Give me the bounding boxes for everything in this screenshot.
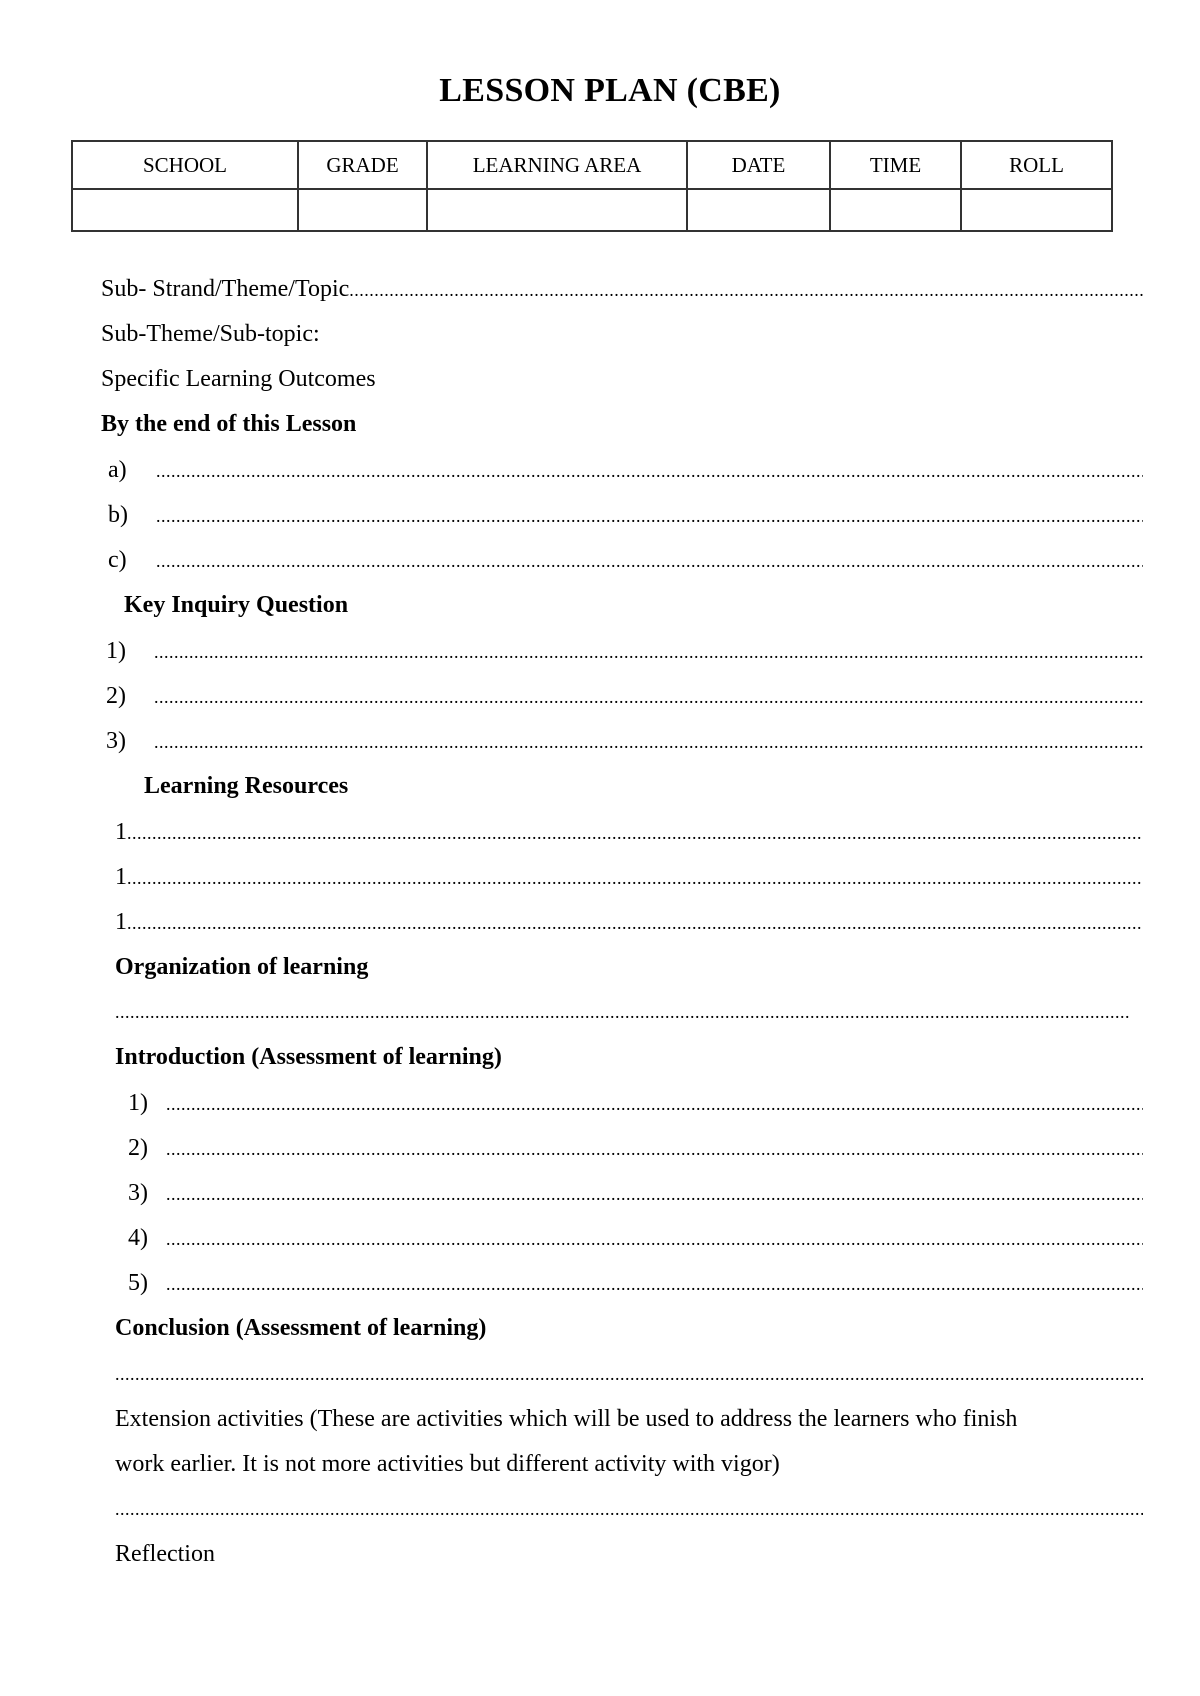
date-entry-cell[interactable] bbox=[687, 189, 830, 231]
intro-line-2[interactable] bbox=[128, 1133, 1143, 1164]
sub-strand-label: Sub- Strand/Theme/Topic bbox=[101, 276, 350, 302]
header-table bbox=[71, 140, 1113, 232]
header-cell-school: SCHOOL bbox=[72, 141, 298, 189]
outcome-line-c[interactable] bbox=[108, 545, 1143, 576]
header-cell-date: DATE bbox=[687, 141, 830, 189]
fill-dots bbox=[154, 682, 1143, 712]
fill-dots bbox=[166, 1269, 1143, 1299]
entry-row bbox=[72, 189, 1112, 231]
learning-area-entry-cell[interactable] bbox=[427, 189, 687, 231]
intro-marker: 5) bbox=[128, 1270, 148, 1296]
organization-line[interactable] bbox=[115, 997, 1130, 1027]
inquiry-line-2[interactable] bbox=[106, 681, 1143, 712]
grade-entry-cell[interactable] bbox=[298, 189, 427, 231]
sub-theme-label: Sub-Theme/Sub-topic: bbox=[101, 321, 320, 347]
header-cell-roll: ROLL bbox=[961, 141, 1112, 189]
time-entry-cell[interactable] bbox=[830, 189, 961, 231]
fill-dots bbox=[154, 727, 1143, 757]
intro-line-4[interactable] bbox=[128, 1223, 1143, 1254]
header-cell-grade: GRADE bbox=[298, 141, 427, 189]
resource-line-1[interactable] bbox=[115, 817, 1143, 848]
specific-outcomes-label: Specific Learning Outcomes bbox=[101, 366, 376, 392]
resource-marker: 1 bbox=[115, 909, 127, 935]
reflection-label: Reflection bbox=[115, 1541, 215, 1567]
inquiry-marker: 2) bbox=[106, 683, 126, 709]
fill-dots bbox=[156, 546, 1143, 576]
by-end-of-lesson-heading: By the end of this Lesson bbox=[101, 411, 357, 437]
fill-dots bbox=[115, 997, 1130, 1027]
intro-line-3[interactable] bbox=[128, 1178, 1143, 1209]
inquiry-line-1[interactable] bbox=[106, 636, 1143, 667]
fill-dots bbox=[115, 1359, 1143, 1389]
extension-text-line-1: Extension activities (These are activities which will be used to address the learners who finish bbox=[115, 1406, 1018, 1432]
intro-marker: 1) bbox=[128, 1090, 148, 1116]
outcome-marker: b) bbox=[108, 502, 128, 528]
inquiry-line-3[interactable] bbox=[106, 726, 1143, 757]
outcome-line-a[interactable] bbox=[108, 455, 1143, 486]
inquiry-marker: 3) bbox=[106, 728, 126, 754]
roll-entry-cell[interactable] bbox=[961, 189, 1112, 231]
intro-line-5[interactable] bbox=[128, 1268, 1143, 1299]
resource-line-2[interactable] bbox=[115, 862, 1143, 893]
fill-dots bbox=[156, 456, 1143, 486]
extension-line[interactable] bbox=[115, 1494, 1143, 1524]
introduction-heading: Introduction (Assessment of learning) bbox=[115, 1044, 502, 1070]
intro-marker: 2) bbox=[128, 1135, 148, 1161]
fill-dots bbox=[166, 1089, 1143, 1119]
header-cell-time: TIME bbox=[830, 141, 961, 189]
inquiry-marker: 1) bbox=[106, 638, 126, 664]
resource-marker: 1 bbox=[115, 819, 127, 845]
fill-dots bbox=[166, 1179, 1143, 1209]
key-inquiry-heading: Key Inquiry Question bbox=[124, 592, 349, 618]
school-entry-cell[interactable] bbox=[72, 189, 298, 231]
fill-dots bbox=[127, 908, 1143, 938]
intro-marker: 3) bbox=[128, 1180, 148, 1206]
fill-dots bbox=[166, 1134, 1143, 1164]
header-row bbox=[72, 141, 1112, 189]
header-cell-learning-area: LEARNING AREA bbox=[427, 141, 687, 189]
outcome-marker: a) bbox=[108, 457, 127, 483]
fill-dots bbox=[156, 501, 1143, 531]
fill-dots bbox=[127, 863, 1143, 893]
intro-marker: 4) bbox=[128, 1225, 148, 1251]
conclusion-heading: Conclusion (Assessment of learning) bbox=[115, 1315, 487, 1341]
conclusion-line[interactable] bbox=[115, 1359, 1143, 1389]
page-title: LESSON PLAN (CBE) bbox=[439, 72, 781, 109]
fill-dots bbox=[154, 637, 1143, 667]
fill-dots bbox=[115, 1494, 1143, 1524]
resource-marker: 1 bbox=[115, 864, 127, 890]
learning-resources-heading: Learning Resources bbox=[144, 773, 349, 799]
intro-line-1[interactable] bbox=[128, 1088, 1143, 1119]
outcome-line-b[interactable] bbox=[108, 500, 1143, 531]
fill-dots bbox=[127, 818, 1143, 848]
resource-line-3[interactable] bbox=[115, 907, 1143, 938]
outcome-marker: c) bbox=[108, 547, 127, 573]
sub-strand-line[interactable] bbox=[101, 274, 1143, 305]
fill-dots bbox=[349, 275, 1143, 305]
organization-heading: Organization of learning bbox=[115, 954, 369, 980]
fill-dots bbox=[166, 1224, 1143, 1254]
extension-text-line-2: work earlier. It is not more activities but different activity with vigor) bbox=[115, 1451, 780, 1477]
